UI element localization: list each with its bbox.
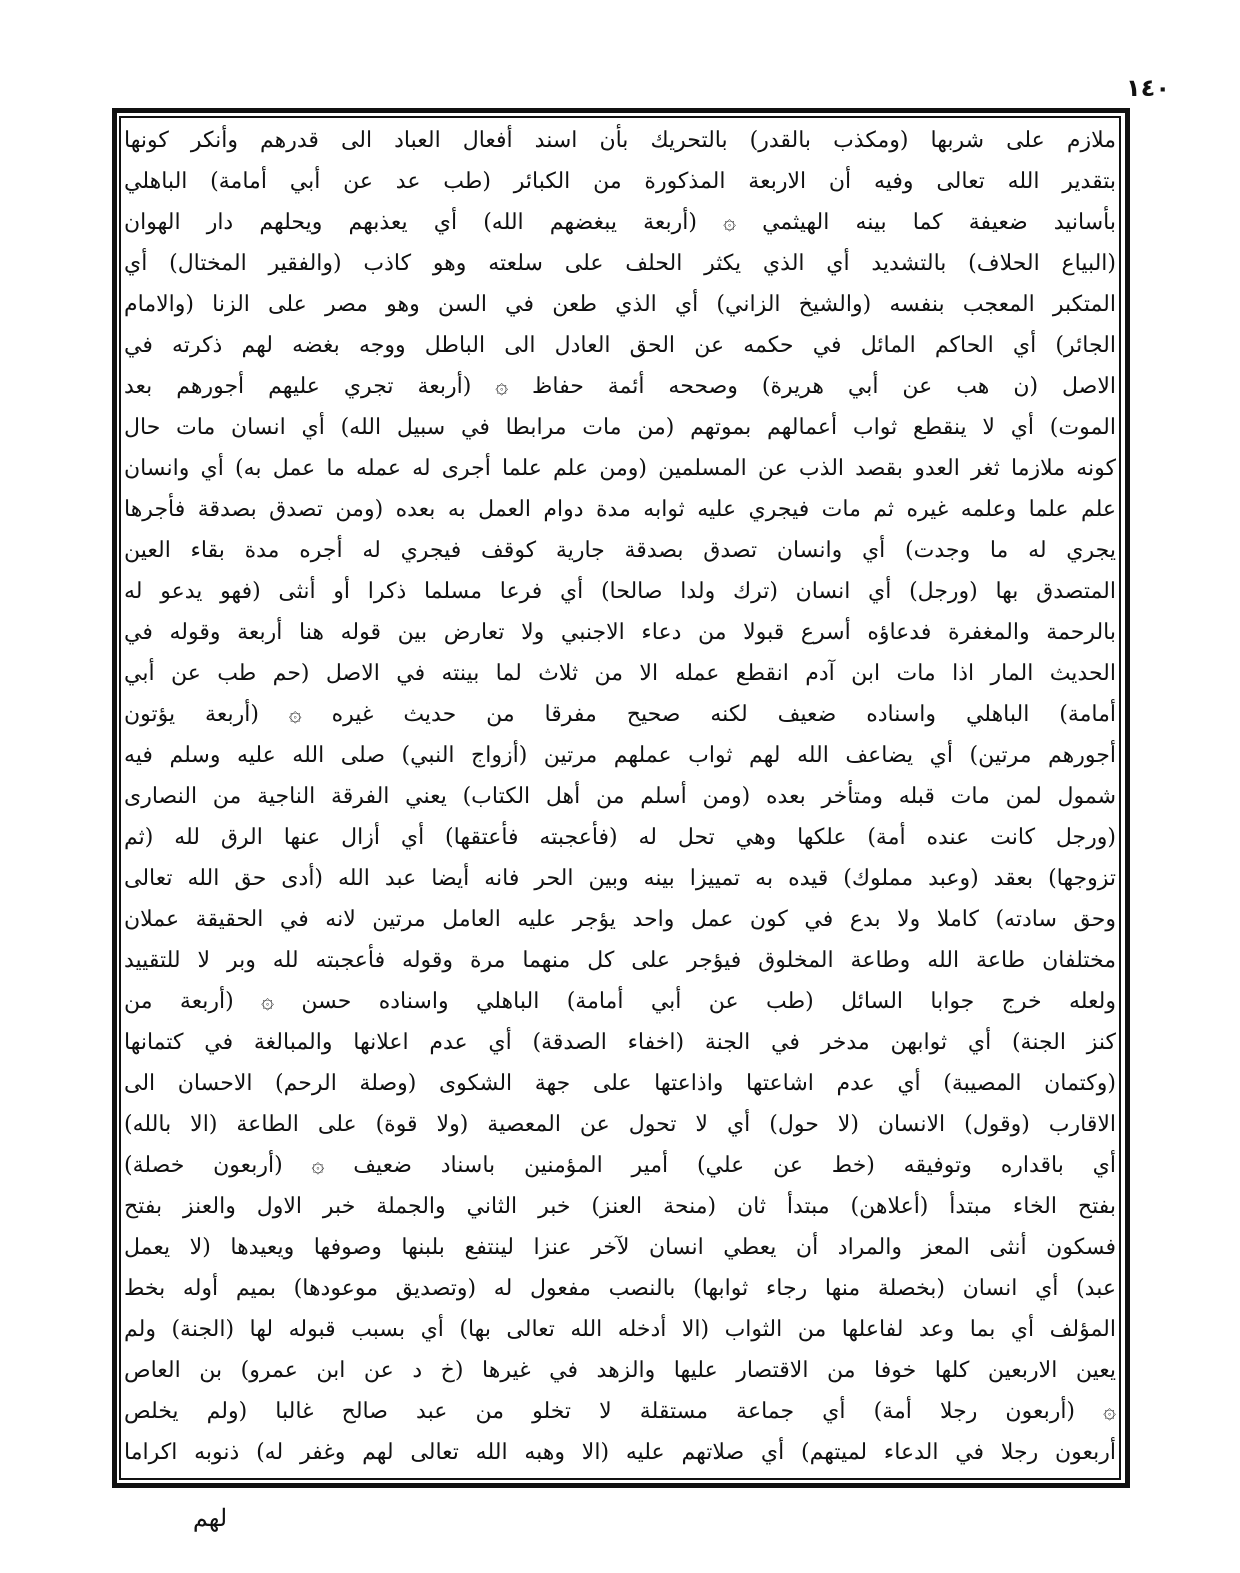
catchword: لهم xyxy=(192,1504,228,1532)
text-line: أمامة) الباهلي واسناده ضعيف لكنه صحيح مفرقا من حديث غيره ۞ (أربعة يؤتون xyxy=(124,702,1116,727)
text-line: تزوجها) بعقد (وعبد مملوك) قيده به تمييزا بينه وبين الحر فانه أيضا عبد الله (أدى حق الله تعالى xyxy=(124,866,1116,891)
text-line: ملازم على شربها (ومكذب بالقدر) بالتحريك بأن اسند أفعال العباد الى قدرهم وأنكر كونها xyxy=(124,128,1116,153)
text-line: يجري له ما وجدت) أي وانسان تصدق بصدقة جارية كوقف فيجري له أجره مدة بقاء العين xyxy=(124,538,1116,563)
text-line: أجورهم مرتين) أي يضاعف الله لهم ثواب عملهم مرتين (أزواج النبي) صلى الله عليه وسلم فيه xyxy=(124,743,1116,768)
text-line: ۞ (أربعون رجلا أمة) أي جماعة مستقلة لا تخلو من عبد صالح غالبا (ولم يخلص xyxy=(124,1399,1116,1424)
text-line: بتقدير الله تعالى وفيه أن الاربعة المذكورة من الكبائر (طب عد عن أبي أمامة) الباهلي xyxy=(124,169,1116,194)
text-line: أي باقداره وتوفيقه (خط عن علي) أمير المؤمنين باسناد ضعيف ۞ (أربعون خصلة) xyxy=(124,1153,1116,1178)
page-number: ١٤٠ xyxy=(1126,74,1170,102)
text-line: بأسانيد ضعيفة كما بينه الهيثمي ۞ (أربعة يبغضهم الله) أي يعذبهم ويحلهم دار الهوان xyxy=(124,210,1116,235)
text-line: شمول لمن مات قبله ومتأخر بعده (ومن أسلم من أهل الكتاب) يعني الفرقة الناجية من النصارى xyxy=(124,784,1116,809)
text-line: يعين الاربعين كلها خوفا من الاقتصار عليها والزهد في غيرها (خ د عن ابن عمرو) بن العاص xyxy=(124,1358,1116,1383)
text-line: مختلفان طاعة الله وطاعة المخلوق فيؤجر على كل منهما مرة وقوله فأعجبته لله وبر لا للتقييد xyxy=(124,948,1116,973)
text-line: ولعله خرج جوابا السائل (طب عن أبي أمامة) الباهلي واسناده حسن ۞ (أربعة من xyxy=(124,989,1116,1014)
text-line: الاصل (ن هب عن أبي هريرة) وصححه أئمة حفاظ ۞ (أربعة تجري عليهم أجورهم بعد xyxy=(124,374,1116,399)
text-line: أربعون رجلا في الدعاء لميتهم) أي صلاتهم عليه (الا وهبه الله تعالى لهم وغفر له) ذنوبه اكراما xyxy=(124,1440,1116,1465)
text-line: فسكون أنثى المعز والمراد أن يعطي انسان لآخر عنزا لينتفع بلبنها وصوفها ويعيدها (لا يعمل xyxy=(124,1235,1116,1260)
text-line: عبد) أي انسان (بخصلة منها رجاء ثوابها) بالنصب مفعول له (وتصديق موعودها) بميم أوله بخط xyxy=(124,1276,1116,1301)
text-line: كونه ملازما ثغر العدو بقصد الذب عن المسلمين (ومن علم علما أجرى له عمله ما عمل به) أي وانسان xyxy=(124,456,1116,481)
text-line: بفتح الخاء مبتدأ (أعلاهن) مبتدأ ثان (منحة العنز) خبر الثاني والجملة خبر الاول والعنز بفتح xyxy=(124,1194,1116,1219)
text-line: (البياع الحلاف) بالتشديد أي الذي يكثر الحلف على سلعته وهو كاذب (والفقير المختال) أي xyxy=(124,251,1116,276)
text-line: الموت) أي لا ينقطع ثواب أعمالهم بموتهم (من مات مرابطا في سبيل الله) أي انسان مات حال xyxy=(124,415,1116,440)
text-line: (ورجل كانت عنده أمة) علكها وهي تحل له (فأعجبته فأعتقها) أي أزال عنها الرق لله (ثم xyxy=(124,825,1116,850)
text-line: كنز الجنة) أي ثوابهن مدخر في الجنة (اخفاء الصدقة) أي عدم اعلانها والمبالغة في كتمانها xyxy=(124,1030,1116,1055)
text-line: الجائر) أي الحاكم المائل في حكمه عن الحق العادل الى الباطل ووجه بغضه لهم ذكرته في xyxy=(124,333,1116,358)
text-line: (وكتمان المصيبة) أي عدم اشاعتها واذاعتها على جهة الشكوى (وصلة الرحم) الاحسان الى xyxy=(124,1071,1116,1096)
text-line: الاقارب (وقول) الانسان (لا حول) أي لا تحول عن المعصية (ولا قوة) على الطاعة (الا بالله) xyxy=(124,1112,1116,1137)
text-line: المؤلف أي بما وعد لفاعلها من الثواب (الا أدخله الله تعالى بها) أي بسبب قبوله لها (الجنة) ولم xyxy=(124,1317,1116,1342)
text-body xyxy=(124,124,1116,1474)
text-line: علم علما وعلمه غيره ثم مات فيجري عليه ثوابه مدة دوام العمل به بعده (ومن تصدق بصدقة فأجرها xyxy=(124,497,1116,522)
text-line: وحق سادته) كاملا ولا بدع في كون عمل واحد يؤجر عليه العامل مرتين لانه في الحقيقة عملان xyxy=(124,907,1116,932)
text-line: المتصدق بها (ورجل) أي انسان (ترك ولدا صالحا) أي فرعا مسلما ذكرا أو أنثى (فهو يدعو له xyxy=(124,579,1116,604)
text-line: المتكبر المعجب بنفسه (والشيخ الزاني) أي الذي طعن في السن وهو مصر على الزنا (والامام xyxy=(124,292,1116,317)
text-line: الحديث المار اذا مات ابن آدم انقطع عمله الا من ثلاث لما بينته في الاصل (حم طب عن أبي xyxy=(124,661,1116,686)
text-line: بالرحمة والمغفرة فدعاؤه أسرع قبولا من دعاء الاجنبي ولا تعارض بين قوله هنا أربعة وقوله في xyxy=(124,620,1116,645)
